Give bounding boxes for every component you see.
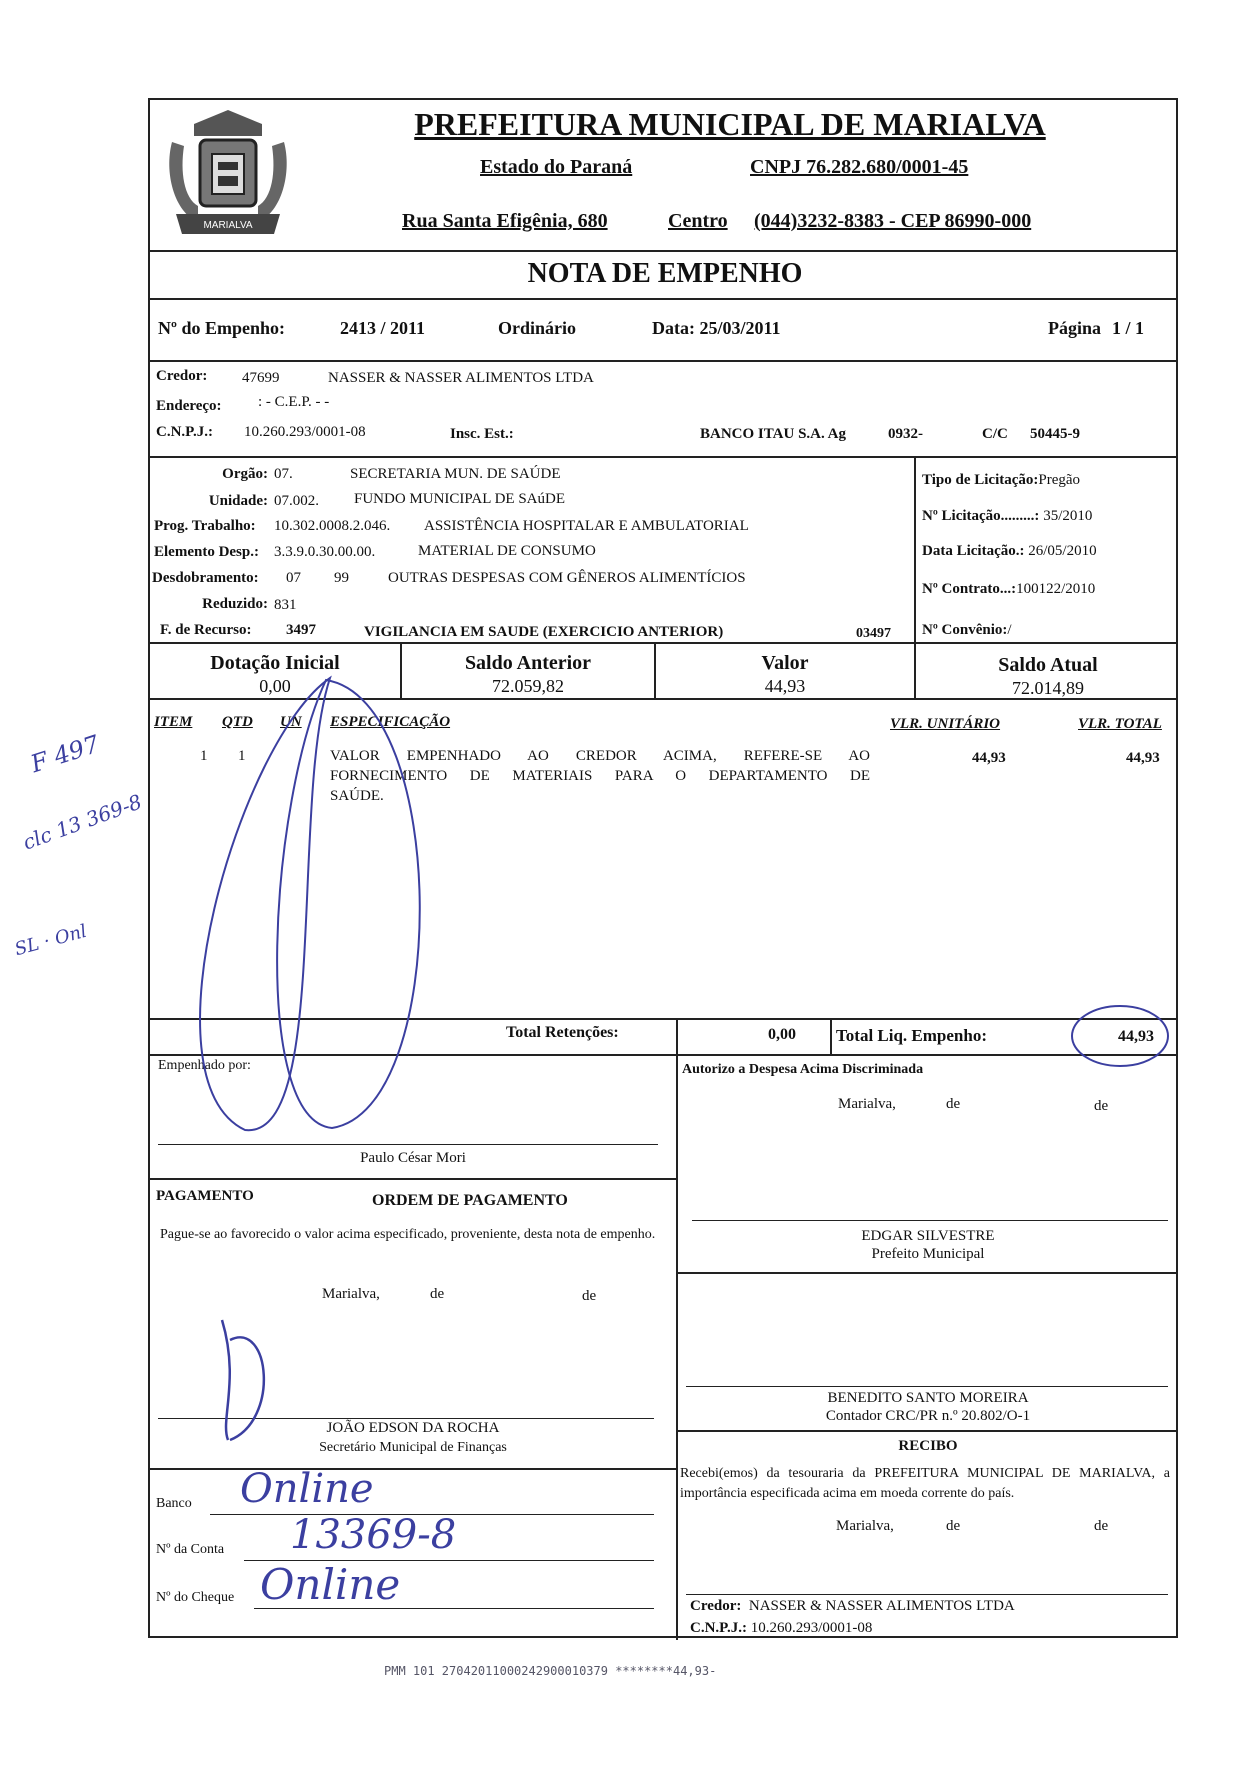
prog-name: ASSISTÊNCIA HOSPITALAR E AMBULATORIAL bbox=[424, 518, 749, 534]
desdobramento-sub: 99 bbox=[334, 570, 349, 586]
orgao-code: 07. bbox=[274, 466, 293, 482]
recibo-cnpj bbox=[690, 1620, 872, 1637]
recibo-place: Marialva, bbox=[836, 1518, 894, 1534]
header-vlr-total: VLR. TOTAL bbox=[1078, 716, 1162, 732]
document-title: NOTA DE EMPENHO bbox=[527, 258, 803, 289]
fonte-code: 3497 bbox=[286, 622, 316, 638]
numero-licitacao-value: 35/2010 bbox=[1043, 508, 1093, 524]
recibo-credor-label: Credor: bbox=[690, 1598, 742, 1614]
data-licitacao-label: Data Licitação.: bbox=[922, 543, 1025, 559]
orgao-name: SECRETARIA MUN. DE SAÚDE bbox=[350, 466, 561, 482]
recibo-cnpj-value: 10.260.293/0001-08 bbox=[750, 1620, 873, 1636]
handwritten-cheque: Online bbox=[260, 1560, 401, 1609]
handwritten-conta: 13369-8 bbox=[290, 1512, 457, 1558]
licitacao-tipo bbox=[922, 472, 1080, 489]
svg-text:MARIALVA: MARIALVA bbox=[203, 220, 253, 231]
item-total-value: 44,93 bbox=[1126, 750, 1160, 766]
contador-name: BENEDITO SANTO MOREIRA bbox=[827, 1390, 1029, 1406]
reduzido-label: Reduzido: bbox=[202, 596, 268, 612]
empenho-date: Data: 25/03/2011 bbox=[652, 318, 781, 338]
elemento-name: MATERIAL DE CONSUMO bbox=[418, 543, 596, 559]
orgao-label: Orgão: bbox=[222, 466, 268, 482]
item-spec-line2: FORNECIMENTO DE MATERIAIS PARA O DEPARTAMENTO DE bbox=[330, 768, 870, 784]
footer-control-code: PMM 101 27042011000242900010379 ********44,93- bbox=[384, 1664, 717, 1678]
empenho-type: Ordinário bbox=[498, 318, 577, 338]
unidade-name: FUNDO MUNICIPAL DE SAúDE bbox=[354, 491, 565, 507]
margin-note-f497: F 497 bbox=[27, 729, 103, 779]
valor-value: 44,93 bbox=[764, 676, 806, 696]
desdobramento-name: OUTRAS DESPESAS COM GÊNEROS ALIMENTÍCIOS bbox=[388, 570, 746, 586]
credor-code: 47699 bbox=[242, 370, 280, 386]
item-qtd: 1 bbox=[238, 748, 246, 764]
contrato-label: Nº Contrato...: bbox=[922, 581, 1017, 597]
handwritten-banco: Online bbox=[240, 1466, 374, 1512]
item-spec-line3: SAÚDE. bbox=[330, 788, 384, 804]
unidade-label: Unidade: bbox=[208, 493, 268, 509]
dotacao-label: Dotação Inicial bbox=[210, 652, 340, 674]
cnpj-label: C.N.P.J.: bbox=[156, 424, 213, 440]
page-label: Página bbox=[1048, 318, 1102, 338]
bank-name: BANCO ITAU S.A. Ag bbox=[700, 426, 846, 442]
cheque-label: Nº do Cheque bbox=[156, 1590, 235, 1605]
item-number: 1 bbox=[200, 748, 208, 764]
licitacao-data bbox=[922, 543, 1097, 560]
prefeito-name: EDGAR SILVESTRE bbox=[861, 1228, 995, 1244]
tipo-licitacao-label: Tipo de Licitação: bbox=[922, 472, 1039, 488]
credor-label: Credor: bbox=[156, 368, 208, 384]
saldo-anterior-value: 72.059,82 bbox=[492, 676, 564, 696]
prog-label: Prog. Trabalho: bbox=[154, 518, 256, 534]
credor-cnpj: 10.260.293/0001-08 bbox=[244, 424, 366, 440]
header-un: UN bbox=[280, 714, 302, 730]
cnpj-header: CNPJ 76.282.680/0001-45 bbox=[750, 156, 969, 178]
address-label: Endereço: bbox=[156, 398, 222, 414]
empenhado-por-label: Empenhado por: bbox=[158, 1058, 251, 1073]
item-unit-value: 44,93 bbox=[972, 750, 1006, 766]
total-retencoes-value: 0,00 bbox=[768, 1026, 796, 1043]
fonte-name: VIGILANCIA EM SAUDE (EXERCICIO ANTERIOR) bbox=[364, 624, 724, 640]
fonte-label: F. de Recurso: bbox=[160, 622, 252, 638]
valor-label: Valor bbox=[761, 652, 809, 674]
numero-licitacao-label: Nº Licitação.........: bbox=[922, 508, 1040, 524]
header-qtd: QTD bbox=[222, 714, 253, 730]
licitacao-contrato bbox=[922, 581, 1095, 598]
insc-label: Insc. Est.: bbox=[450, 426, 514, 442]
saldo-anterior-label: Saldo Anterior bbox=[464, 652, 592, 674]
contador-role: Contador CRC/PR n.º 20.802/O-1 bbox=[825, 1408, 1031, 1424]
recibo-de1: de bbox=[946, 1518, 961, 1534]
prog-code: 10.302.0008.2.046. bbox=[274, 518, 391, 534]
recibo-text: Recebi(emos) da tesouraria da PREFEITURA MUNICIPAL DE MARIALVA, a importância especificada acima em moeda corrente do país. bbox=[680, 1466, 1170, 1501]
empenhado-por-name: Paulo César Mori bbox=[360, 1150, 466, 1166]
conta-label: Nº da Conta bbox=[156, 1542, 225, 1557]
header-especificacao: ESPECIFICAÇÃO bbox=[330, 714, 451, 730]
cc-label: C/C bbox=[982, 426, 1008, 442]
saldo-atual-value: 72.014,89 bbox=[1012, 678, 1084, 698]
autorizo-place: Marialva, bbox=[838, 1096, 896, 1112]
recibo-credor bbox=[690, 1598, 1015, 1615]
elemento-code: 3.3.9.0.30.00.00. bbox=[274, 544, 376, 560]
prefeito-role: Prefeito Municipal bbox=[871, 1246, 985, 1262]
desdobramento-label: Desdobramento: bbox=[152, 570, 259, 586]
total-liquido-label: Total Liq. Empenho: bbox=[836, 1026, 987, 1045]
phone-cep: (044)3232-8383 - CEP 86990-000 bbox=[754, 210, 1032, 232]
nota-de-empenho-document bbox=[148, 98, 1178, 1638]
header-item: ITEM bbox=[154, 714, 193, 730]
autorizo-de1: de bbox=[946, 1096, 961, 1112]
page-title: PREFEITURA MUNICIPAL DE MARIALVA bbox=[414, 106, 1046, 142]
autorizo-de2: de bbox=[1094, 1098, 1109, 1114]
pagamento-de1: de bbox=[430, 1286, 445, 1302]
pagamento-place: Marialva, bbox=[322, 1286, 380, 1302]
unidade-code: 07.002. bbox=[274, 493, 319, 509]
secretario-role: Secretário Municipal de Finanças bbox=[319, 1440, 507, 1455]
reduzido-code: 831 bbox=[274, 597, 297, 613]
tipo-licitacao-value: Pregão bbox=[1038, 472, 1081, 488]
credor-address: : - C.E.P. - - bbox=[258, 394, 330, 410]
cc-number: 50445-9 bbox=[1030, 426, 1080, 442]
data-licitacao-value: 26/05/2010 bbox=[1028, 543, 1097, 559]
empenho-number: 2413 / 2011 bbox=[340, 318, 426, 338]
licitacao-convenio bbox=[922, 622, 1012, 639]
autorizo-label: Autorizo a Despesa Acima Discriminada bbox=[682, 1062, 924, 1077]
pague-se-text: Pague-se ao favorecido o valor acima especificado, proveniente, desta nota de empenho. bbox=[160, 1227, 656, 1242]
recibo-cnpj-label: C.N.P.J.: bbox=[690, 1620, 747, 1636]
district: Centro bbox=[668, 210, 728, 232]
margin-note-sl: SL · Onl bbox=[12, 920, 90, 961]
ordem-pagamento-label: ORDEM DE PAGAMENTO bbox=[372, 1192, 568, 1209]
total-liquido-value: 44,93 bbox=[1118, 1028, 1154, 1045]
page-number: 1 / 1 bbox=[1112, 318, 1145, 338]
recibo-de2: de bbox=[1094, 1518, 1109, 1534]
saldo-atual-label: Saldo Atual bbox=[998, 654, 1098, 676]
empenho-label: Nº do Empenho: bbox=[158, 318, 285, 338]
fonte-number: 03497 bbox=[856, 626, 891, 641]
secretario-name: JOÃO EDSON DA ROCHA bbox=[326, 1420, 500, 1436]
total-retencoes-label: Total Retenções: bbox=[506, 1024, 619, 1041]
margin-note-account: clc 13 369-8 bbox=[19, 789, 145, 855]
elemento-label: Elemento Desp.: bbox=[154, 544, 259, 560]
dotacao-value: 0,00 bbox=[259, 676, 291, 696]
convenio-value: / bbox=[1007, 622, 1012, 638]
convenio-label: Nº Convênio: bbox=[922, 622, 1008, 638]
item-spec-line1: VALOR EMPENHADO AO CREDOR ACIMA, REFERE-SE AO bbox=[330, 748, 870, 764]
address: Rua Santa Efigênia, 680 bbox=[402, 210, 608, 232]
recibo-credor-name: NASSER & NASSER ALIMENTOS LTDA bbox=[748, 1598, 1015, 1614]
header-vlr-unitario: VLR. UNITÁRIO bbox=[890, 716, 1001, 732]
contrato-value: 100122/2010 bbox=[1016, 581, 1096, 597]
recibo-label: RECIBO bbox=[898, 1438, 958, 1454]
pagamento-label: PAGAMENTO bbox=[156, 1188, 254, 1204]
pagamento-de2: de bbox=[582, 1288, 597, 1304]
banco-label: Banco bbox=[156, 1496, 192, 1511]
credor-name: NASSER & NASSER ALIMENTOS LTDA bbox=[328, 370, 594, 386]
desdobramento-code: 07 bbox=[286, 570, 301, 586]
state-name: Estado do Paraná bbox=[480, 156, 633, 178]
municipal-coat-of-arms-icon bbox=[154, 102, 302, 250]
bank-agency: 0932- bbox=[888, 426, 923, 442]
licitacao-numero bbox=[922, 508, 1092, 525]
